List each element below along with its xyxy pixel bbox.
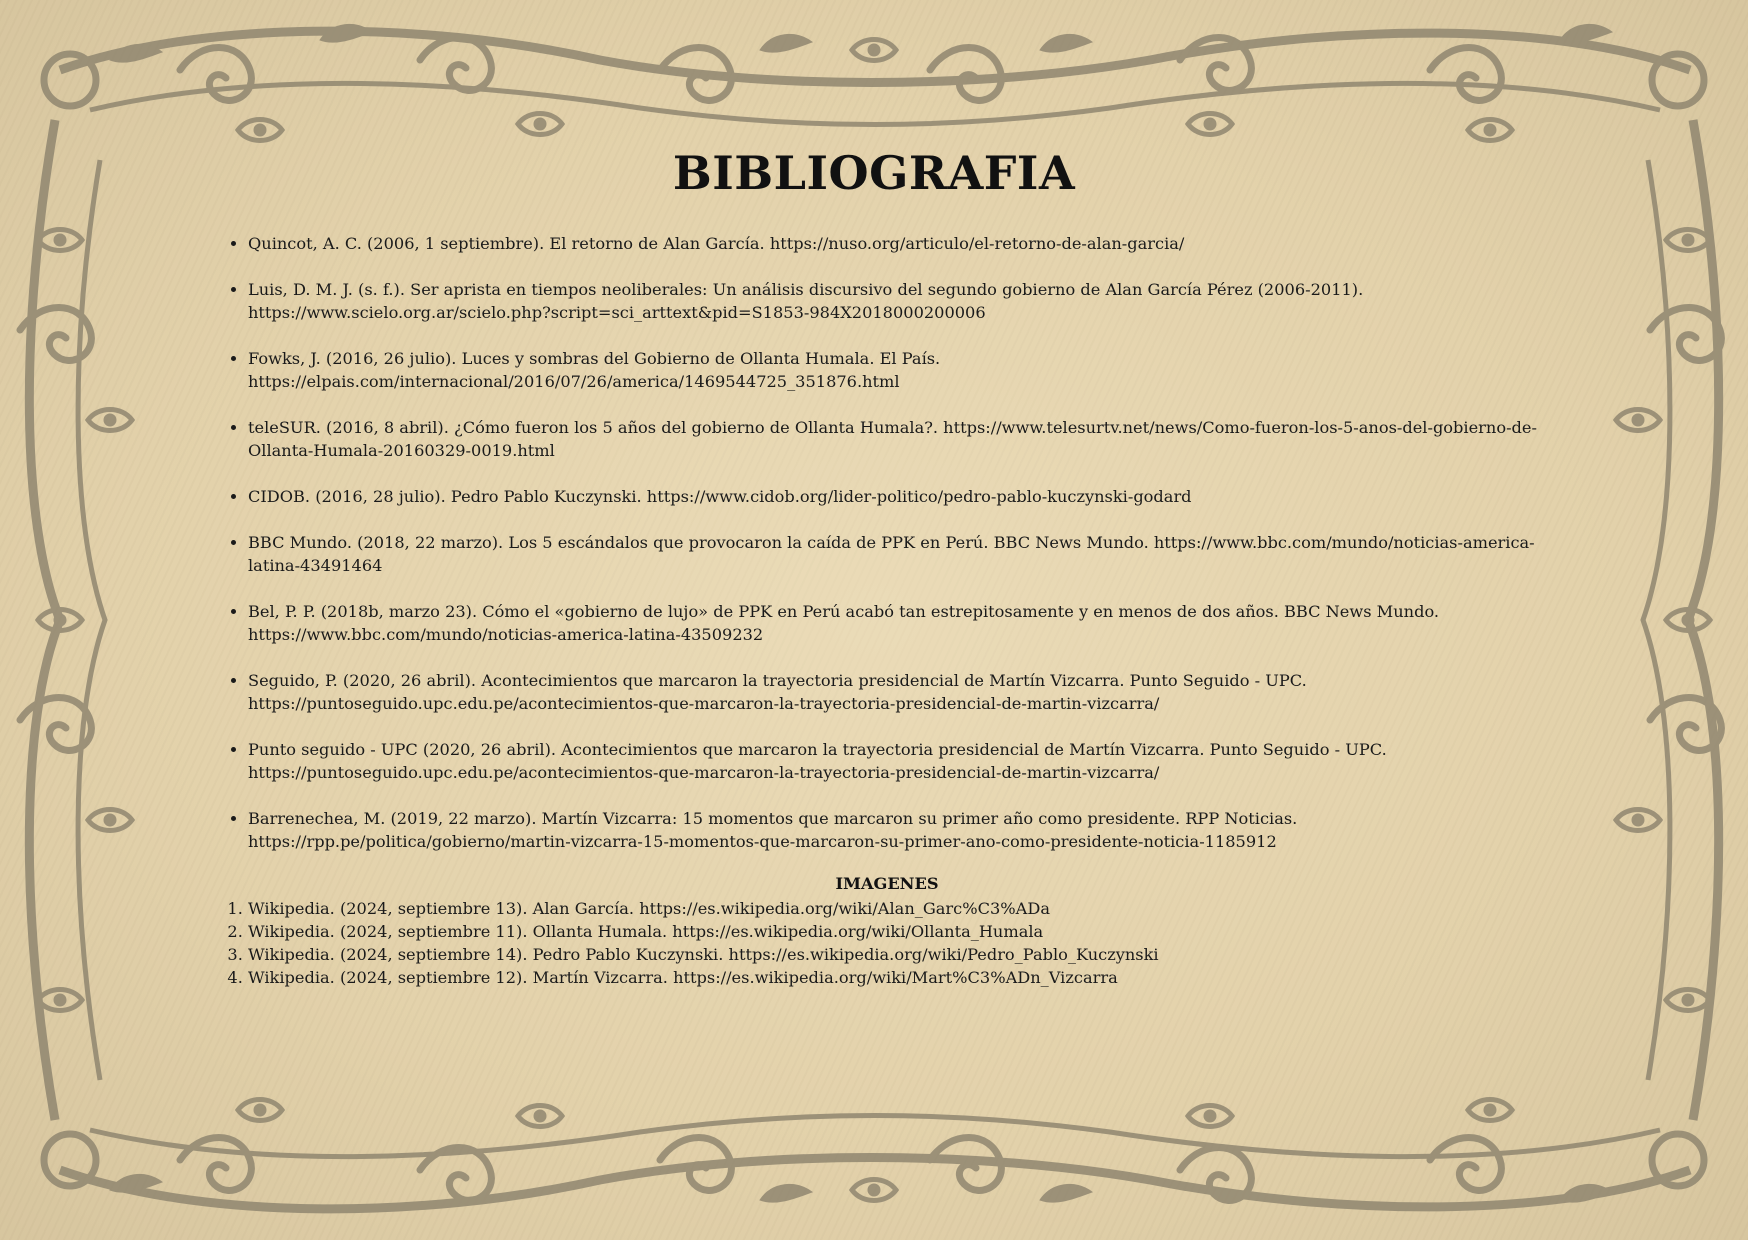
reference-item: • Quincot, A. C. (2006, 1 septiembre). El retorno de Alan García. https://nuso.org/articulo/el-retorno-de-alan-garcia/ (248, 232, 1578, 255)
image-source-item: 3. Wikipedia. (2024, septiembre 14). Pedro Pablo Kuczynski. https://es.wikipedia.org/wiki/Pedro_Pablo_Kuczynski (248, 943, 1578, 966)
reference-item: • Seguido, P. (2020, 26 abril). Acontecimientos que marcaron la trayectoria presidencial de Martín Vizcarra. Punto Seguido - UPC. https://puntoseguido.upc.edu.pe/acontecimientos-que-marcaron-la-trayectoria-presidencial-de-martin-vizcarra/ (248, 669, 1578, 715)
image-source-item: 2. Wikipedia. (2024, septiembre 11). Ollanta Humala. https://es.wikipedia.org/wiki/Ollanta_Humala (248, 920, 1578, 943)
images-heading: IMAGENES (835, 874, 939, 893)
image-source-item: 1. Wikipedia. (2024, septiembre 13). Alan García. https://es.wikipedia.org/wiki/Alan_Garc%C3%ADa (248, 897, 1578, 920)
reference-item: • Barrenechea, M. (2019, 22 marzo). Martín Vizcarra: 15 momentos que marcaron su primer año como presidente. RPP Noticias. https://rpp.pe/politica/gobierno/martin-vizcarra-15-momentos-que-marcaron-su-primer-ano-como-presidente-noticia-1185912 (248, 807, 1578, 853)
reference-item: • CIDOB. (2016, 28 julio). Pedro Pablo Kuczynski. https://www.cidob.org/lider-politico/pedro-pablo-kuczynski-godard (248, 485, 1578, 508)
images-list (222, 897, 1578, 989)
page-title: BIBLIOGRAFIA (672, 146, 1076, 200)
references-list (222, 232, 1578, 876)
reference-item: • Fowks, J. (2016, 26 julio). Luces y sombras del Gobierno de Ollanta Humala. El País. https://elpais.com/internacional/2016/07/26/america/1469544725_351876.html (248, 347, 1578, 393)
reference-item: • BBC Mundo. (2018, 22 marzo). Los 5 escándalos que provocaron la caída de PPK en Perú. BBC News Mundo. https://www.bbc.com/mundo/noticias-america-latina-43491464 (248, 531, 1578, 577)
reference-item: • Punto seguido - UPC (2020, 26 abril). Acontecimientos que marcaron la trayectoria presidencial de Martín Vizcarra. Punto Seguido - UPC. https://puntoseguido.upc.edu.pe/acontecimientos-que-marcaron-la-trayectoria-presidencial-de-martin-vizcarra/ (248, 738, 1578, 784)
reference-item: • Luis, D. M. J. (s. f.). Ser aprista en tiempos neoliberales: Un análisis discursivo del segundo gobierno de Alan García Pérez (2006-2011). https://www.scielo.org.ar/scielo.php?script=sci_arttext&pid=S1853-984X2018000200006 (248, 278, 1578, 324)
reference-item: • teleSUR. (2016, 8 abril). ¿Cómo fueron los 5 años del gobierno de Ollanta Humala?. https://www.telesurtv.net/news/Como-fueron-los-5-anos-del-gobierno-de-Ollanta-Humala-20160329-0019.html (248, 416, 1578, 462)
reference-item: • Bel, P. P. (2018b, marzo 23). Cómo el «gobierno de lujo» de PPK en Perú acabó tan estrepitosamente y en menos de dos años. BBC News Mundo. https://www.bbc.com/mundo/noticias-america-latina-43509232 (248, 600, 1578, 646)
image-source-item: 4. Wikipedia. (2024, septiembre 12). Martín Vizcarra. https://es.wikipedia.org/wiki/Mart%C3%ADn_Vizcarra (248, 966, 1578, 989)
